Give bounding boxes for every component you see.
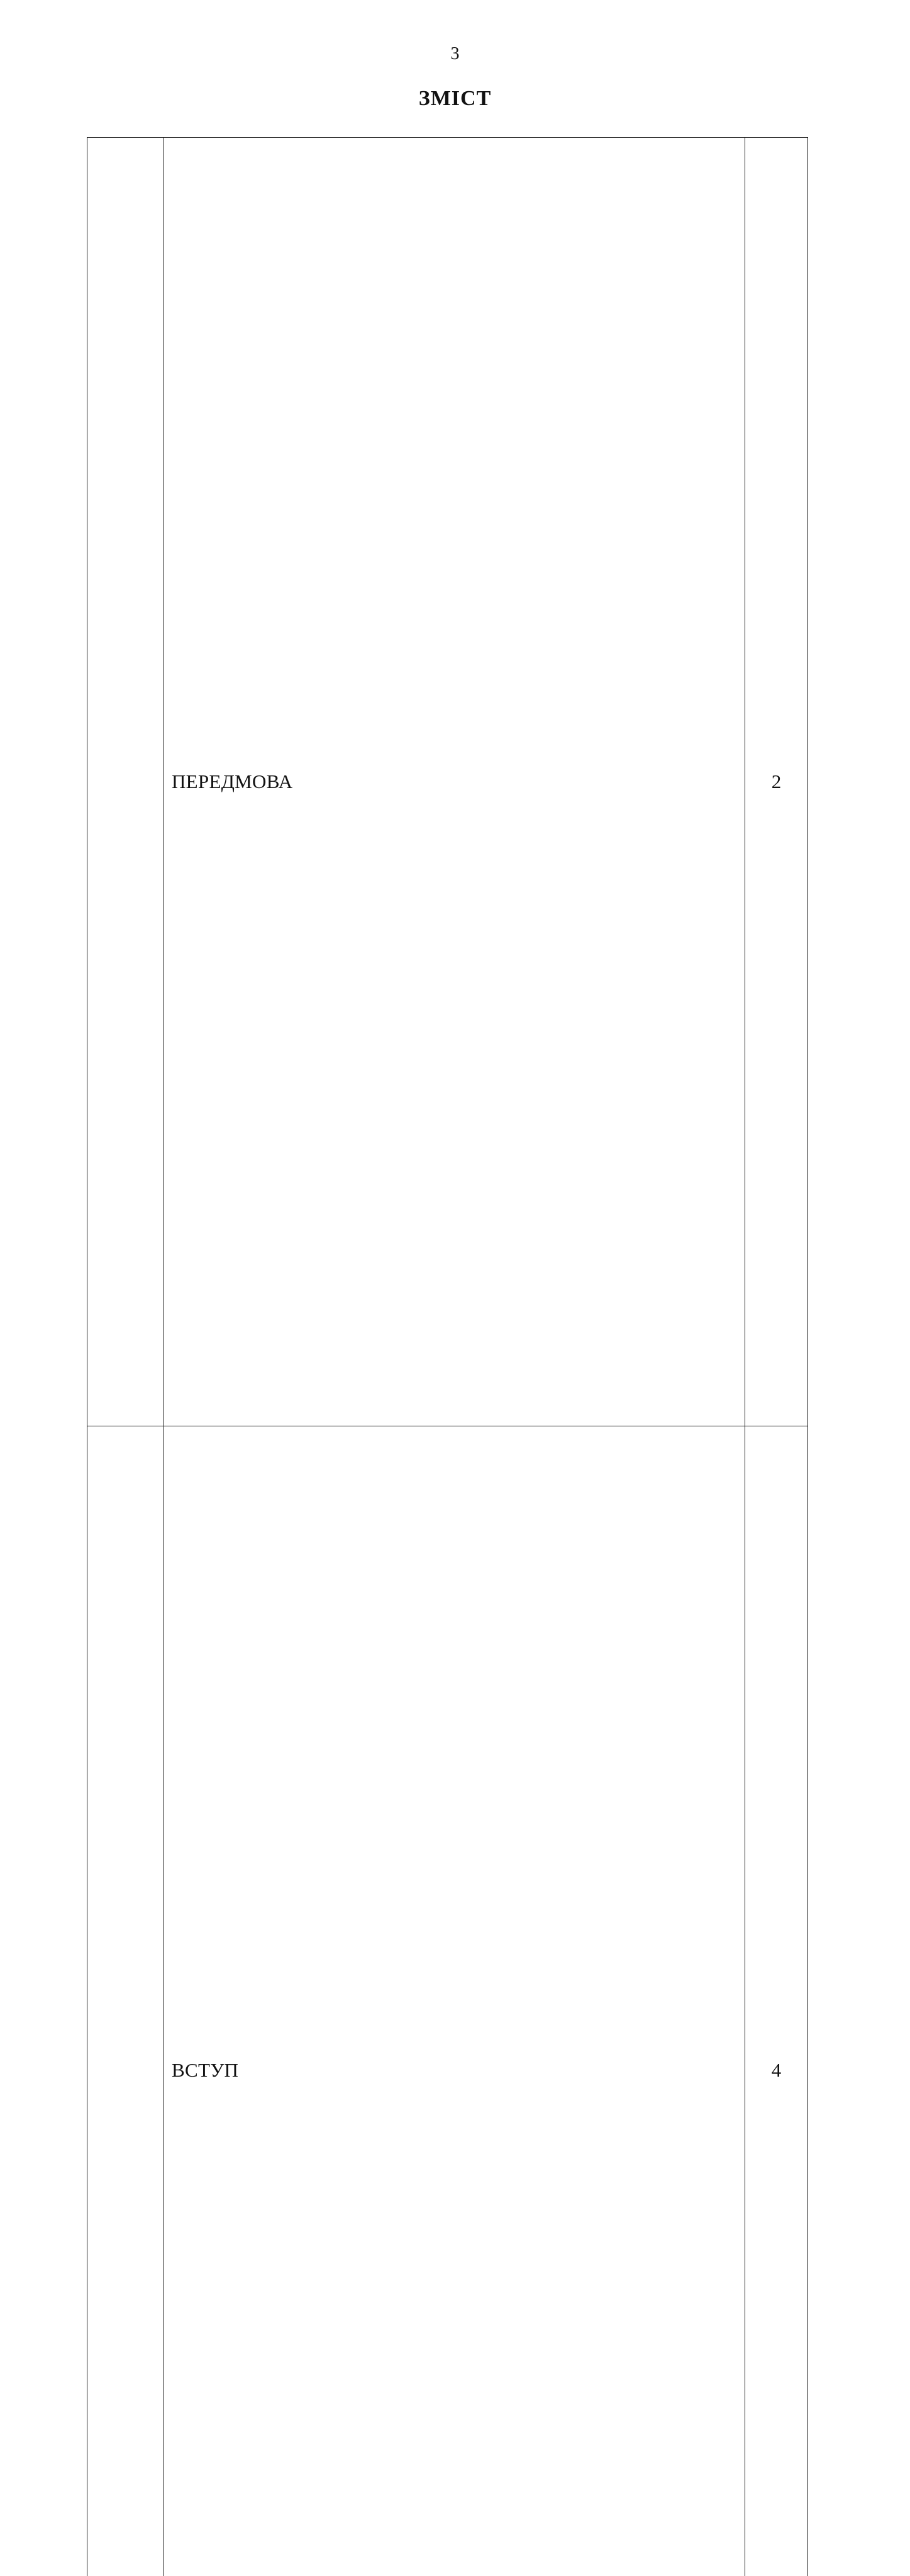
toc-row-title	[164, 1426, 745, 2576]
toc-row-title	[164, 138, 745, 1426]
toc-title: ЗМІСТ	[0, 87, 910, 111]
toc-row-number	[87, 138, 164, 1426]
toc-table	[87, 137, 808, 2576]
toc-body	[87, 138, 808, 2576]
toc-row-number	[87, 1426, 164, 2576]
toc-row-page: 4	[745, 1426, 808, 2576]
toc-title-line: ВСТУП	[172, 2058, 737, 2083]
toc-title-line: ПЕРЕДМОВА	[172, 769, 737, 794]
toc-row-page: 2	[745, 138, 808, 1426]
toc-row	[87, 1426, 808, 2576]
toc-row	[87, 138, 808, 1426]
page-number: 3	[0, 44, 910, 64]
